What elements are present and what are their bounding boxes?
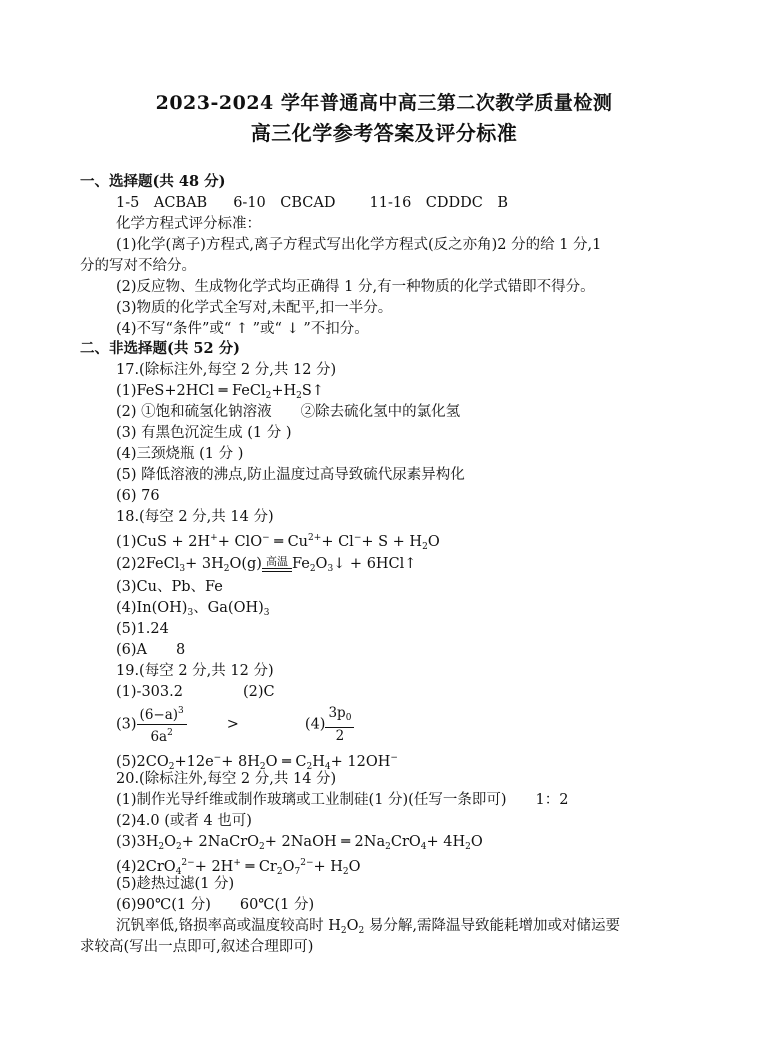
q20-answer-1: (1)制作光导纤维或制作玻璃或工业制硅(1 分)(任写一条即可) 1：2 xyxy=(116,792,569,808)
section-2-heading: 二、非选择题(共 52 分) xyxy=(80,340,240,357)
q20-answer-4: (4)2CrO$_4^{2-}$+ 2H+ ═ $Cr_2O_7^{2-}+ H_2O$ xyxy=(116,858,361,877)
answers-6-10: 6-10 CBCAD xyxy=(233,195,336,211)
q17-answer-4: (4)三颈烧瓶 (1 分 ) xyxy=(116,446,244,462)
q18-answer-4: $(4)In(OH)_3$、$Ga(OH)_3$ xyxy=(116,600,270,618)
q18-answer-3: (3)Cu、Pb、Fe xyxy=(116,579,223,595)
q17-answer-5: (5) 降低溶液的沸点,防止温度过高导致硫代尿素异构化 xyxy=(116,467,465,483)
q17-heading: 17.(除标注外,每空 2 分,共 12 分) xyxy=(116,362,337,378)
q17-answer-2: (2) ①饱和硫氢化钠溶液 ②除去硫化氢中的氯化氢 xyxy=(116,404,461,420)
q17-answer-6: (6) 76 xyxy=(116,488,160,504)
q18-heading: 18.(每空 2 分,共 14 分) xyxy=(116,509,274,525)
criteria-title: 化学方程式评分标准： xyxy=(116,216,261,232)
answers-11-16: 11-16 CDDDC B xyxy=(369,195,509,211)
q18-answer-5: (5)1.24 xyxy=(116,621,169,637)
q20-note: 沉钒率低,铬损率高或温度较高时 $H_2O_2$ 易分解,需降温导致能耗增加或对储运要 xyxy=(116,918,620,936)
document-subtitle: 高三化学参考答案及评分标准 xyxy=(250,121,518,145)
q20-answer-2: (2)4.0 (或者 4 也可) xyxy=(116,813,252,829)
q18-answer-2: (2)2FeCl$_3$+ $3H_2O(g)$ 高温 $Fe_2O_3↓$ + 6HCl↑ xyxy=(116,555,417,574)
q17-answer-1: (1)FeS+2HCl ═ $FeCl_2+H_2S↑$ xyxy=(116,383,324,401)
q20-heading: 20.(除标注外,每空 2 分,共 14 分) xyxy=(116,771,337,787)
q19-answer-2: (2)C xyxy=(242,684,275,700)
criteria-2: (2)反应物、生成物化学式均正确得 1 分,有一种物质的化学式错即不得分。 xyxy=(116,279,595,295)
q20-answer-5: (5)趁热过滤(1 分) xyxy=(116,876,235,892)
answers-1-5: 1-5 ACBAB xyxy=(116,195,208,211)
q18-answer-1: (1)CuS + 2H++ ClO− ═ $Cu^{2+}+ Cl^-+ S + H_2O$ xyxy=(116,533,440,552)
q19-answer-5: $(5)2CO_2+12e^-+ 8H_2O$ ═ $C_2H_4+ 12OH^-$ xyxy=(116,753,398,772)
q19-answer-1 xyxy=(116,682,275,702)
relation-sign: > xyxy=(226,716,239,733)
q19-answer-3-label: (3) xyxy=(116,716,137,733)
document-title: 2023-2024 学年普通高中高三第二次教学质量检测 xyxy=(155,92,613,114)
q20-note-cont: 求较高(写出一点即可,叙述合理即可) xyxy=(80,939,314,955)
fraction-3: $\frac{(6-a)^3}{6a^2}$ xyxy=(137,703,187,746)
criteria-3: (3)物质的化学式全写对,未配平,扣一半分。 xyxy=(116,300,393,316)
reaction-condition: 高温 xyxy=(262,556,292,572)
criteria-1: (1)化学(离子)方程式,离子方程式写出化学方程式(反之亦角)2 分的给 1 分,1 xyxy=(116,237,602,253)
fraction-4: $\frac{3p_0}{2}$ xyxy=(325,705,354,745)
choice-answers xyxy=(116,193,508,213)
q18-answer-6: (6)A 8 xyxy=(116,642,186,658)
criteria-4: (4)不写“条件”或“ ↑ ”或“ ↓ ”不扣分。 xyxy=(116,321,369,337)
q17-answer-3: (3) 有黑色沉淀生成 (1 分 ) xyxy=(116,425,292,441)
q20-answer-6: (6)90℃(1 分) 60℃(1 分) xyxy=(116,897,315,913)
section-1-heading: 一、选择题(共 48 分) xyxy=(80,173,226,190)
criteria-1-cont: 分的写对不给分。 xyxy=(80,258,196,274)
q20-answer-3: $(3)3H_2O_2+$ 2NaCrO$_2$+ 2NaOH ═ $2Na_2CrO_4+ 4H_2O$ xyxy=(116,834,483,852)
q19-answer-4-label: (4) xyxy=(304,716,326,733)
q19-answer-1-text: (1)-303.2 xyxy=(116,684,183,700)
q19-answer-3 xyxy=(116,703,354,746)
q19-heading: 19.(每空 2 分,共 12 分) xyxy=(116,663,274,679)
